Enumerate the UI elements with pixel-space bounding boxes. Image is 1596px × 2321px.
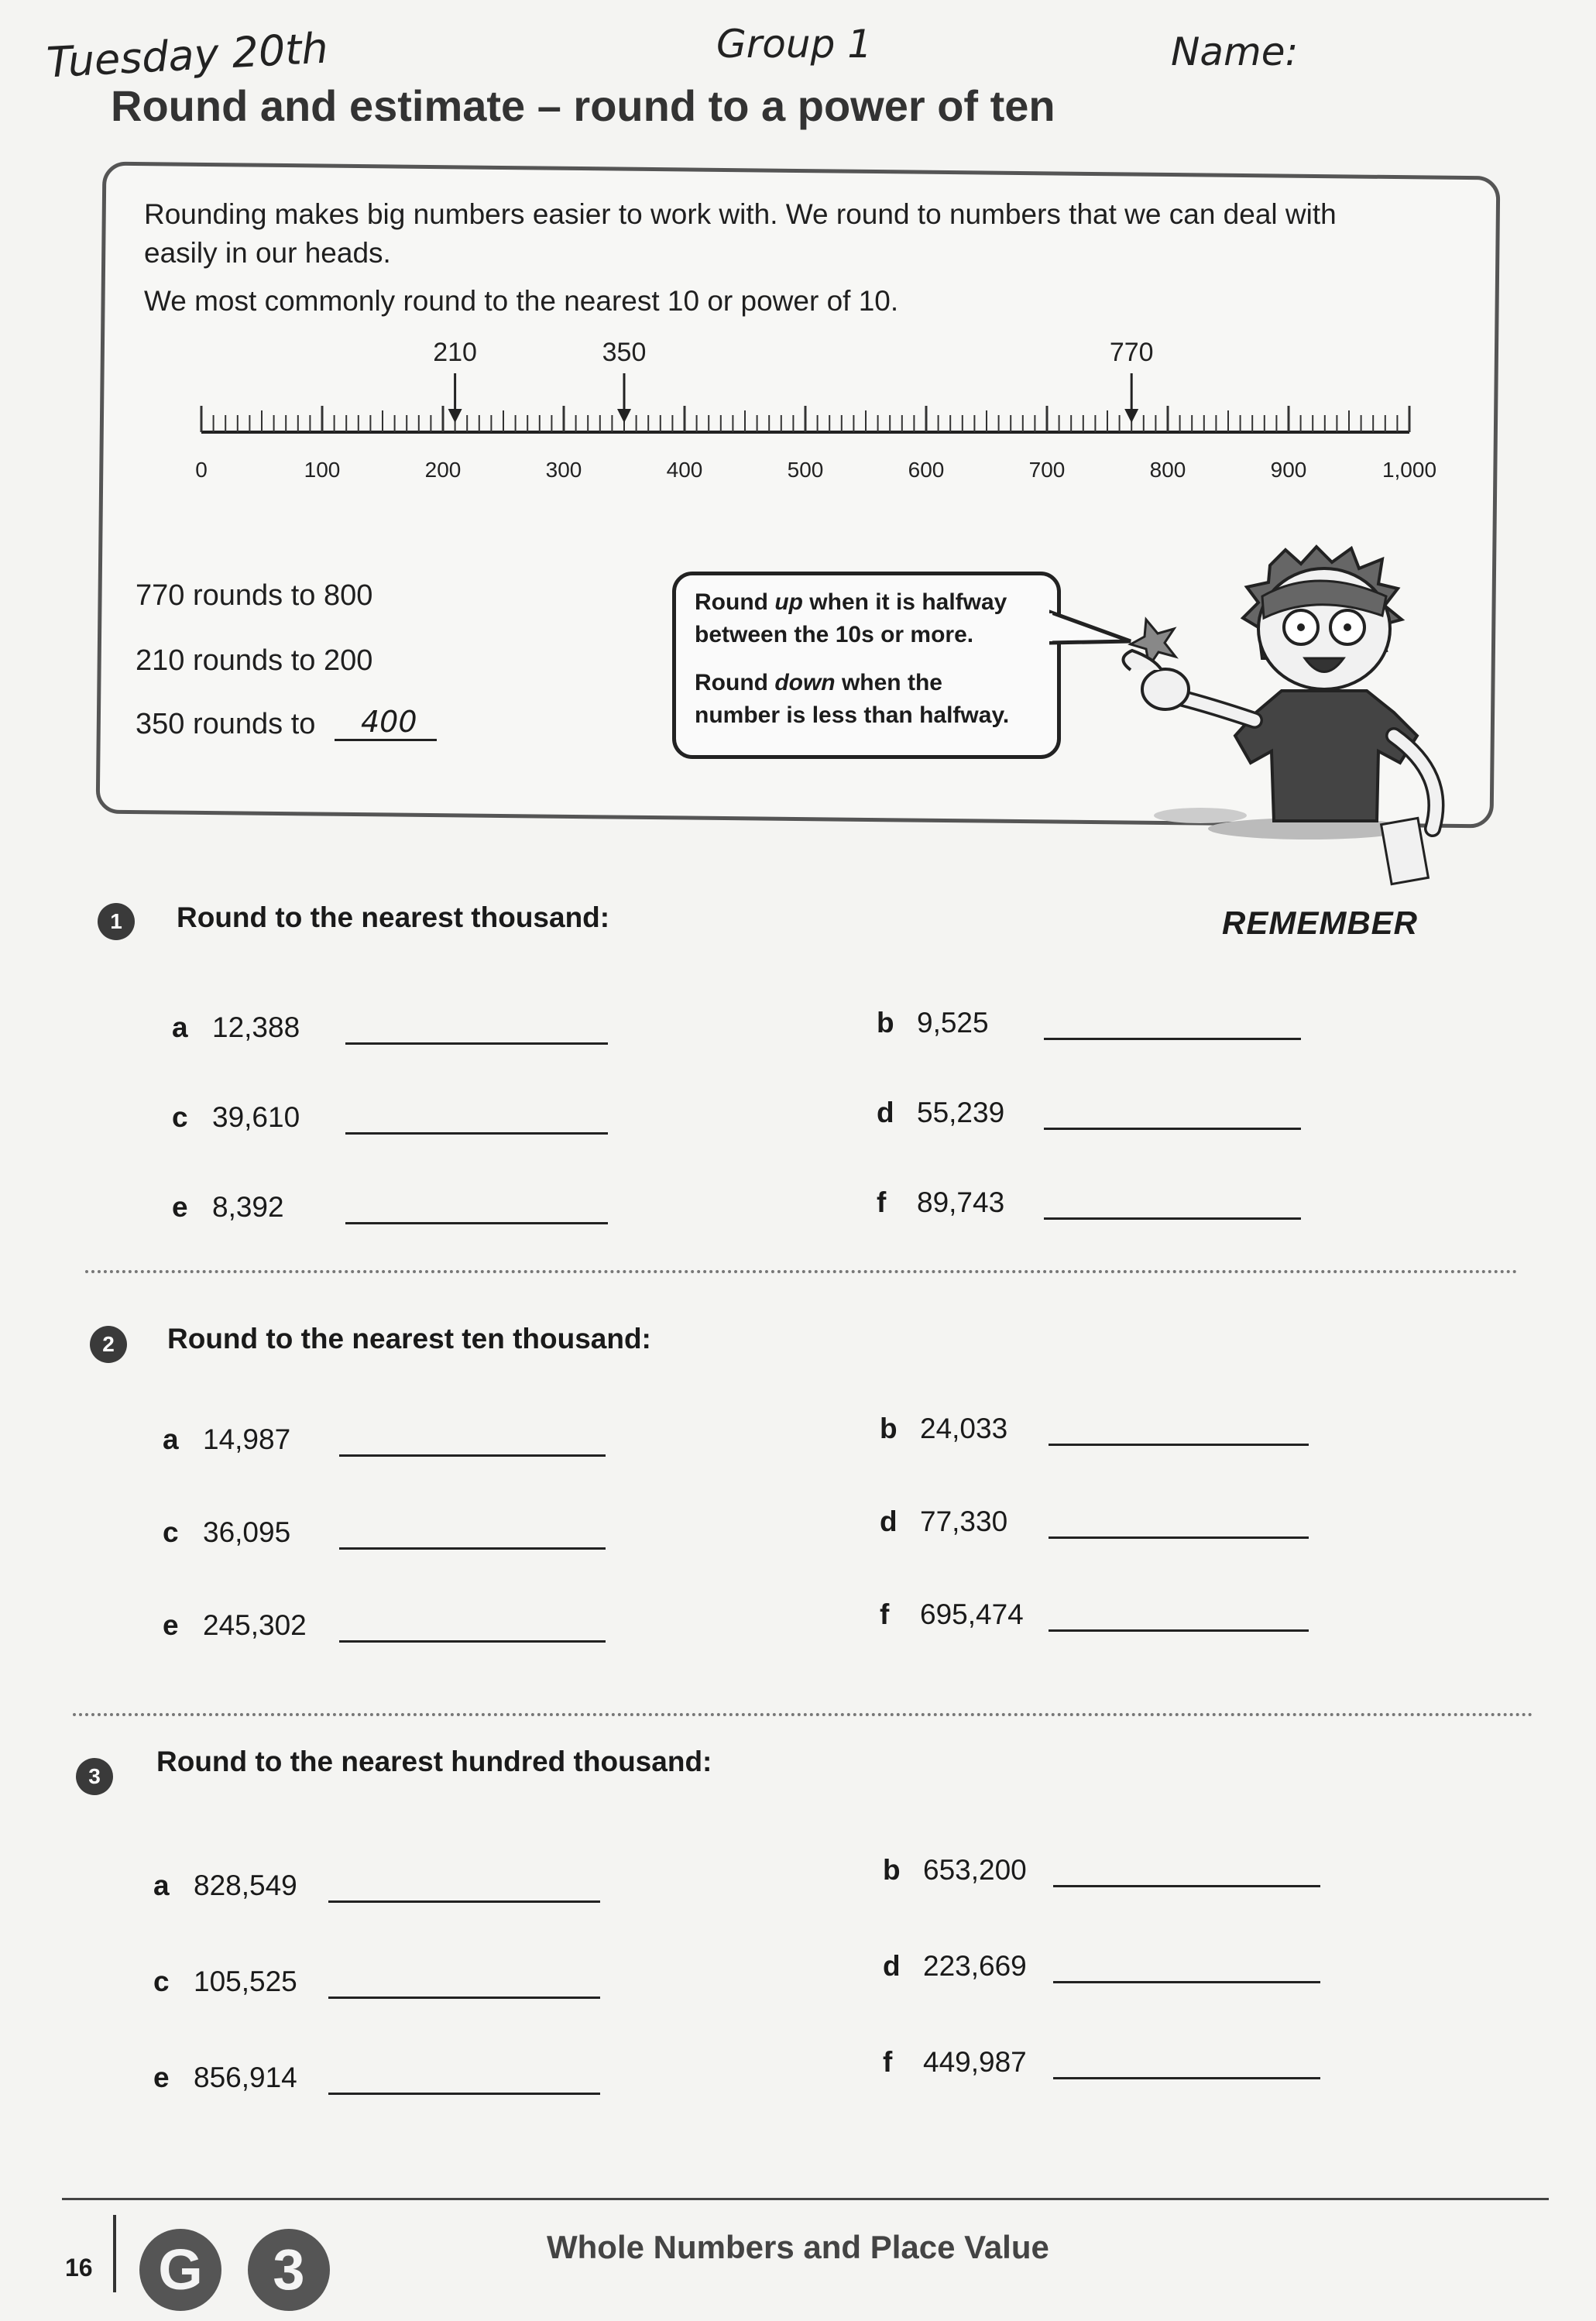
example-350: 350 rounds to bbox=[136, 708, 316, 740]
item-letter: a bbox=[153, 1870, 170, 1901]
answer-line[interactable] bbox=[1053, 2077, 1320, 2079]
answer-line[interactable] bbox=[1049, 1444, 1309, 1446]
intro-line-2: easily in our heads. bbox=[144, 237, 391, 269]
question-item bbox=[163, 1609, 307, 1642]
bubble-round-down-2: number is less than halfway. bbox=[695, 702, 1010, 728]
answer-line[interactable] bbox=[1049, 1536, 1309, 1539]
question-item bbox=[883, 1950, 1027, 1983]
example-770: 770 rounds to 800 bbox=[136, 579, 373, 612]
item-letter: b bbox=[877, 1007, 894, 1039]
item-letter: e bbox=[153, 2062, 170, 2093]
remember-caption: REMEMBER bbox=[1222, 905, 1419, 941]
item-value: 24,033 bbox=[920, 1413, 1008, 1444]
number-line-tick-label: 900 bbox=[1270, 458, 1307, 482]
section-divider bbox=[85, 1270, 1518, 1273]
number-line-tick-label: 1,000 bbox=[1381, 458, 1437, 482]
number-line-tick-label: 300 bbox=[545, 458, 582, 482]
item-value: 245,302 bbox=[203, 1609, 307, 1641]
item-letter: b bbox=[880, 1413, 898, 1444]
bubble-round-up: Round up when it is halfway bbox=[695, 589, 1007, 615]
page-title: Round and estimate – round to a power of ten bbox=[111, 81, 1055, 130]
answer-line[interactable] bbox=[328, 1900, 600, 1903]
answer-line[interactable] bbox=[339, 1547, 606, 1550]
question-item bbox=[880, 1506, 1007, 1538]
question-item bbox=[153, 1870, 297, 1902]
answer-line[interactable] bbox=[328, 1997, 600, 1999]
item-letter: c bbox=[153, 1966, 170, 1997]
section-divider bbox=[73, 1713, 1533, 1716]
example-answer-line[interactable] bbox=[335, 739, 437, 741]
question-item bbox=[883, 2046, 1027, 2079]
item-letter: f bbox=[883, 2046, 893, 2078]
question-item bbox=[153, 2062, 297, 2094]
question-item bbox=[880, 1413, 1007, 1445]
bubble-round-up-2: between the 10s or more. bbox=[695, 622, 974, 647]
item-letter: c bbox=[172, 1101, 188, 1133]
item-letter: c bbox=[163, 1516, 179, 1548]
question-prompt: Round to the nearest hundred thousand: bbox=[156, 1746, 712, 1777]
number-line-tick-label: 200 bbox=[424, 458, 462, 482]
answer-line[interactable] bbox=[345, 1222, 608, 1224]
item-value: 36,095 bbox=[203, 1516, 291, 1548]
item-letter: e bbox=[163, 1609, 179, 1641]
number-line-tick-label: 500 bbox=[787, 458, 824, 482]
number-line-tick-label: 400 bbox=[666, 458, 703, 482]
name-label: Name: bbox=[1171, 29, 1299, 74]
question-prompt: Round to the nearest thousand: bbox=[177, 901, 610, 933]
question-item bbox=[172, 1191, 284, 1224]
answer-line[interactable] bbox=[328, 2093, 600, 2095]
marker-arrowhead bbox=[617, 409, 631, 423]
handwritten-group: Group 1 bbox=[716, 22, 873, 67]
item-value: 223,669 bbox=[923, 1950, 1027, 1982]
example-210: 210 rounds to 200 bbox=[136, 644, 373, 677]
page-number-divider bbox=[113, 2215, 116, 2292]
number-line-tick-label: 100 bbox=[304, 458, 341, 482]
item-value: 105,525 bbox=[194, 1966, 297, 1997]
question-item bbox=[877, 1186, 1004, 1219]
answer-line[interactable] bbox=[339, 1454, 606, 1457]
item-letter: a bbox=[163, 1423, 179, 1455]
footer-title: Whole Numbers and Place Value bbox=[547, 2229, 1049, 2265]
item-value: 12,388 bbox=[212, 1011, 300, 1043]
question-number: 1 bbox=[98, 903, 135, 940]
item-value: 39,610 bbox=[212, 1101, 300, 1133]
footer-rule bbox=[62, 2198, 1549, 2200]
answer-line[interactable] bbox=[1053, 1885, 1320, 1887]
item-letter: e bbox=[172, 1191, 188, 1223]
item-value: 828,549 bbox=[194, 1870, 297, 1901]
item-value: 55,239 bbox=[917, 1097, 1005, 1128]
item-letter: f bbox=[877, 1186, 887, 1218]
question-item bbox=[880, 1598, 1024, 1631]
cartoon-character-icon bbox=[1084, 542, 1518, 906]
question-number: 2 bbox=[90, 1326, 127, 1363]
number-line-tick-label: 800 bbox=[1149, 458, 1186, 482]
question-item bbox=[883, 1854, 1027, 1887]
intro-line-3: We most commonly round to the nearest 10 or power of 10. bbox=[144, 285, 899, 317]
item-value: 9,525 bbox=[917, 1007, 989, 1039]
item-value: 695,474 bbox=[920, 1598, 1024, 1630]
marker-arrowhead bbox=[448, 409, 462, 423]
question-number: 3 bbox=[76, 1758, 113, 1795]
question-item bbox=[172, 1011, 300, 1044]
question-item bbox=[877, 1097, 1004, 1129]
item-value: 77,330 bbox=[920, 1506, 1008, 1537]
number-line-tick-label: 0 bbox=[195, 458, 208, 482]
level-badge-g: G bbox=[139, 2229, 221, 2311]
item-value: 449,987 bbox=[923, 2046, 1027, 2078]
speech-bubble bbox=[672, 572, 1061, 759]
question-item bbox=[153, 1966, 297, 1998]
answer-line[interactable] bbox=[1044, 1128, 1301, 1130]
number-line-tick-label: 700 bbox=[1028, 458, 1066, 482]
item-value: 856,914 bbox=[194, 2062, 297, 2093]
number-line bbox=[186, 333, 1456, 519]
page-number: 16 bbox=[65, 2254, 93, 2282]
answer-line[interactable] bbox=[345, 1132, 608, 1135]
bubble-round-down: Round down when the bbox=[695, 670, 942, 695]
item-letter: d bbox=[880, 1506, 898, 1537]
item-letter: d bbox=[877, 1097, 894, 1128]
example-handwritten-answer: 400 bbox=[361, 705, 417, 739]
answer-line[interactable] bbox=[339, 1640, 606, 1643]
item-letter: f bbox=[880, 1598, 890, 1630]
question-item bbox=[163, 1423, 290, 1456]
intro-line-1: Rounding makes big numbers easier to work with. We round to numbers that we can deal with bbox=[144, 198, 1337, 230]
number-line-tick-label: 600 bbox=[908, 458, 945, 482]
item-value: 89,743 bbox=[917, 1186, 1005, 1218]
marker-label: 350 bbox=[602, 338, 647, 367]
answer-line[interactable] bbox=[1044, 1217, 1301, 1220]
marker-label: 210 bbox=[433, 338, 477, 367]
question-item bbox=[877, 1007, 989, 1039]
item-letter: b bbox=[883, 1854, 901, 1886]
item-value: 8,392 bbox=[212, 1191, 284, 1223]
item-value: 14,987 bbox=[203, 1423, 291, 1455]
item-letter: d bbox=[883, 1950, 901, 1982]
answer-line[interactable] bbox=[1049, 1629, 1309, 1632]
answer-line[interactable] bbox=[345, 1042, 608, 1045]
answer-line[interactable] bbox=[1044, 1038, 1301, 1040]
question-item bbox=[172, 1101, 300, 1134]
marker-arrowhead bbox=[1124, 409, 1138, 423]
marker-label: 770 bbox=[1109, 338, 1154, 367]
question-item bbox=[163, 1516, 290, 1549]
question-prompt: Round to the nearest ten thousand: bbox=[167, 1323, 651, 1354]
item-letter: a bbox=[172, 1011, 188, 1043]
answer-line[interactable] bbox=[1053, 1981, 1320, 1983]
item-value: 653,200 bbox=[923, 1854, 1027, 1886]
level-badge-3: 3 bbox=[248, 2229, 330, 2311]
handwritten-date: Tuesday 20th bbox=[45, 23, 330, 88]
